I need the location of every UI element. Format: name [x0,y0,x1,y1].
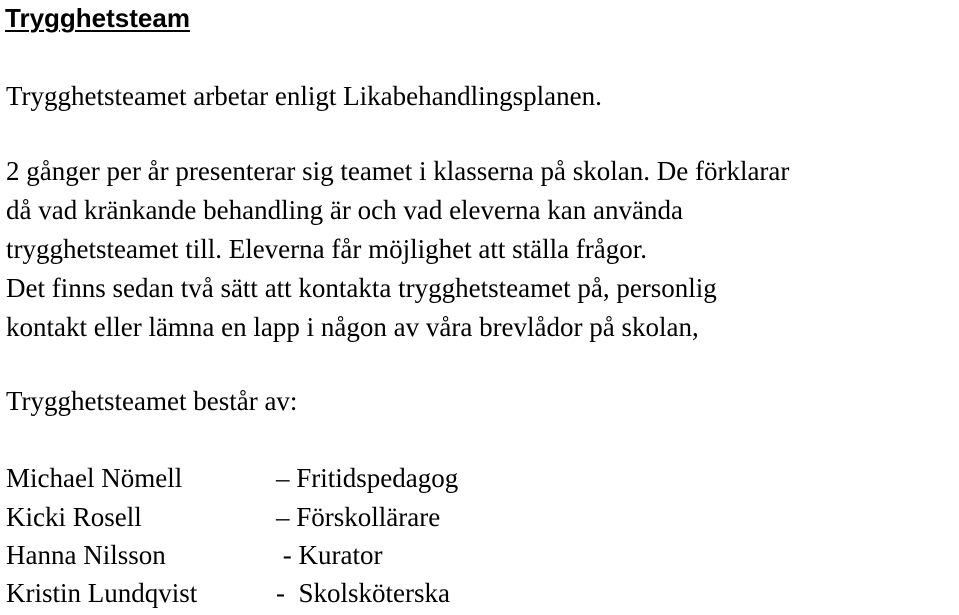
member-role: - Kurator [276,540,383,570]
paragraph-line: då vad kränkande behandling är och vad eleverna kan använda [6,195,683,225]
paragraph-line: Det finns sedan två sätt att kontakta trygghetsteamet på, personlig [6,273,717,303]
member-role: - Skolsköterska [276,578,450,608]
members-heading: Trygghetsteamet består av: [6,386,298,416]
member-name: Hanna Nilsson [6,540,166,570]
member-role: – Fritidspedagog [276,463,459,493]
member-name: Michael Nömell [6,463,183,493]
page-title: Trygghetsteam [5,3,190,33]
member-name: Kicki Rosell [6,502,142,532]
member-role: – Förskollärare [276,502,441,532]
member-name: Kristin Lundqvist [6,578,198,608]
paragraph-line: trygghetsteamet till. Eleverna får möjlighet att ställa frågor. [6,234,648,264]
intro-text: Trygghetsteamet arbetar enligt Likabehandlingsplanen. [6,81,602,111]
paragraph-line: 2 gånger per år presenterar sig teamet i klasserna på skolan. De förklarar [6,156,790,186]
paragraph-line: kontakt eller lämna en lapp i någon av våra brevlådor på skolan, [6,312,699,342]
